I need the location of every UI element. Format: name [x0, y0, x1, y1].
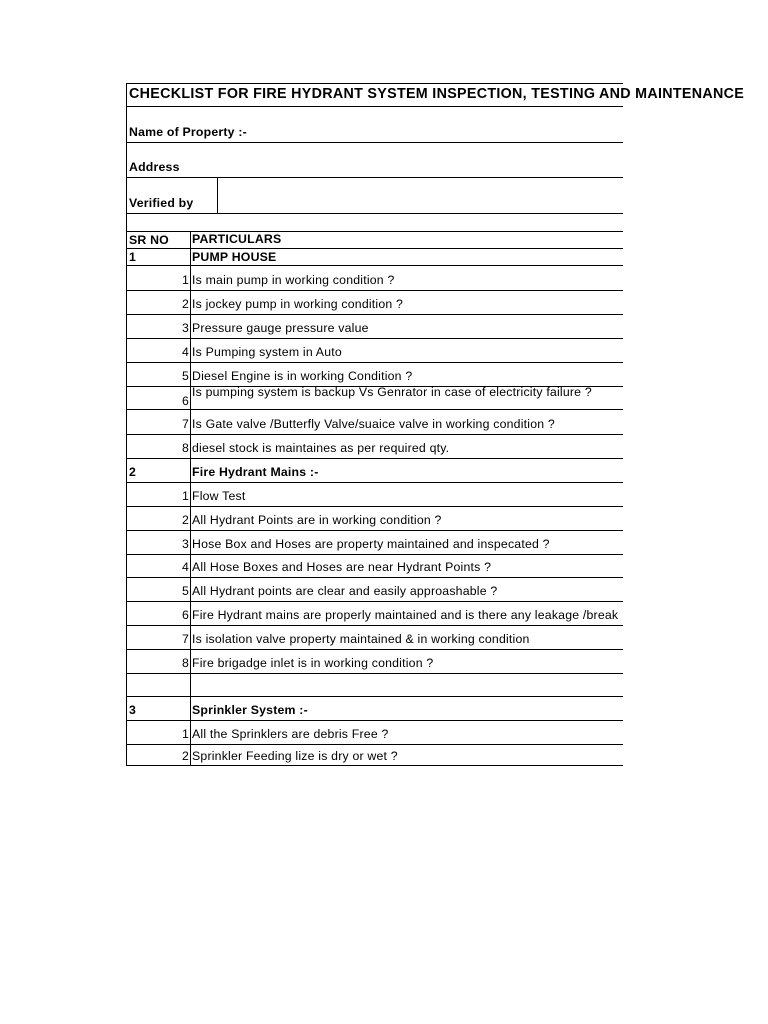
table-row [126, 745, 623, 766]
item-number: 2 [181, 297, 189, 311]
item-number: 5 [181, 584, 189, 598]
item-text: Pressure gauge pressure value [192, 321, 369, 335]
table-row [126, 291, 623, 315]
section-number: 3 [129, 703, 137, 717]
item-text: Sprinkler Feeding lize is dry or wet ? [192, 749, 398, 763]
item-text: All Hose Boxes and Hoses are near Hydrant Points ? [192, 560, 492, 574]
property-row [126, 107, 623, 143]
item-number: 6 [181, 608, 189, 622]
title-row [126, 83, 745, 107]
verified-row [126, 178, 623, 214]
address-label: Address [129, 160, 180, 174]
item-text: diesel stock is maintaines as per required qty. [192, 441, 450, 455]
empty-row [126, 674, 623, 697]
table-row [126, 266, 623, 291]
table-row [126, 363, 623, 387]
section-title: Sprinkler System :- [192, 703, 308, 717]
table-row [126, 387, 623, 410]
column-header-particulars: PARTICULARS [192, 232, 282, 246]
table-row [126, 435, 623, 459]
spacer-row [126, 214, 623, 232]
item-number: 1 [181, 727, 189, 741]
item-text: All Hydrant Points are in working condition ? [192, 513, 442, 527]
item-number: 4 [181, 345, 189, 359]
section-row [126, 459, 623, 483]
verified-by-field[interactable] [217, 178, 623, 213]
table-row [126, 602, 623, 626]
item-number: 5 [181, 369, 189, 383]
item-text: Is main pump in working condition ? [192, 273, 395, 287]
item-number: 3 [181, 321, 189, 335]
item-text: Hose Box and Hoses are property maintained and inspecated ? [192, 537, 550, 551]
table-row [126, 507, 623, 531]
item-number: 7 [181, 632, 189, 646]
table-row [126, 650, 623, 674]
table-row [126, 578, 623, 602]
item-text: Fire Hydrant mains are properly maintained and is there any leakage /break [192, 608, 619, 622]
item-number: 6 [181, 394, 189, 408]
item-text: Diesel Engine is in working Condition ? [192, 369, 413, 383]
item-number: 1 [181, 489, 189, 503]
item-text: Is jockey pump in working condition ? [192, 297, 404, 311]
item-number: 4 [181, 560, 189, 574]
item-number: 2 [181, 513, 189, 527]
property-label: Name of Property :- [129, 125, 247, 139]
table-row [126, 626, 623, 650]
column-header-row [126, 232, 623, 249]
item-text: All Hydrant points are clear and easily approashable ? [192, 584, 498, 598]
address-row [126, 143, 623, 178]
item-text: Is Gate valve /Butterfly Valve/suaice valve in working condition ? [192, 417, 555, 431]
item-number: 7 [181, 417, 189, 431]
item-number: 8 [181, 441, 189, 455]
section-row [126, 697, 623, 721]
section-title: Fire Hydrant Mains :- [192, 465, 319, 479]
item-text: Fire brigadge inlet is in working condition ? [192, 656, 434, 670]
section-number: 2 [129, 465, 137, 479]
column-header-srno: SR NO [129, 233, 169, 247]
table-row [126, 721, 623, 745]
table-row [126, 483, 623, 507]
section-number: 1 [129, 250, 137, 264]
item-number: 8 [181, 656, 189, 670]
verified-label: Verified by [129, 196, 194, 210]
table-row [126, 339, 623, 363]
table-row [126, 531, 623, 555]
section-title: PUMP HOUSE [192, 250, 277, 264]
checklist-sheet [126, 83, 745, 766]
item-number: 1 [181, 273, 189, 287]
item-number: 3 [181, 537, 189, 551]
section-row [126, 249, 623, 266]
table-row [126, 315, 623, 339]
item-text: Is Pumping system in Auto [192, 345, 342, 359]
checklist-title: CHECKLIST FOR FIRE HYDRANT SYSTEM INSPECTION, TESTING AND MAINTENANCE [129, 86, 745, 102]
item-number: 2 [181, 749, 189, 763]
item-text: Flow Test [192, 489, 246, 503]
table-row [126, 410, 623, 435]
table-row [126, 555, 623, 578]
item-text: Is isolation valve property maintained & in working condition [192, 632, 530, 646]
item-text: All the Sprinklers are debris Free ? [192, 727, 389, 741]
item-text: Is pumping system is backup Vs Genrator in case of electricity failure ? [192, 385, 592, 399]
